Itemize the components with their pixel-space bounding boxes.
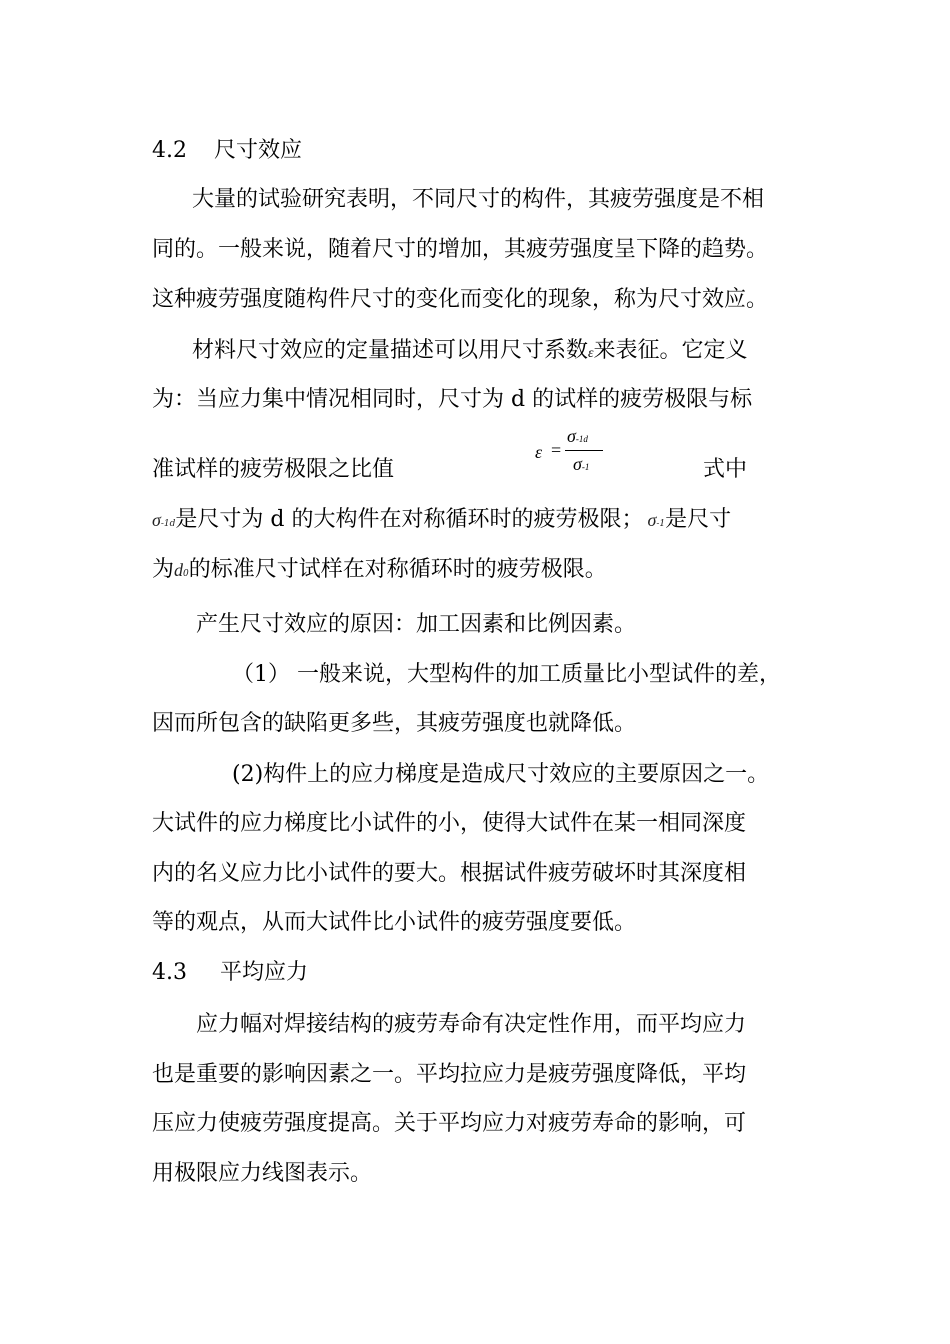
sigma-symbol [648,506,666,538]
sigma-glyph: σ [647,510,657,530]
section-number: 4.3 [152,960,187,985]
text-segment: 材料尺寸效应的定量描述可以用尺寸系数 [192,338,589,363]
formula-epsilon: ε [535,442,543,462]
paragraph-line: 这种疲劳强度随构件尺寸的变化而变化的现象，称为尺寸效应。 [152,287,769,312]
formula-sigma: σ [573,454,582,474]
paragraph-line [152,506,731,538]
section-title: 平均应力 [220,960,309,985]
paragraph-line: 同的。一般来说，随着尺寸的增加，其疲劳强度呈下降的趋势。 [152,237,769,262]
list-item-line: 大试件的应力梯度比小试件的小，使得大试件在某一相同深度 [152,811,747,836]
formula-sub: -1d [575,434,588,444]
section-number: 4.2 [152,138,187,163]
size-coefficient-formula [535,426,615,476]
paragraph-line [192,337,748,368]
formula-sigma: σ [567,426,576,446]
paragraph-line: 式中 [703,457,748,482]
paragraph-line: 为：当应力集中情况相同时，尺寸为 d 的试样的疲劳极限与标 [152,387,753,412]
list-item-line: （1） 一般来说，大型构件的加工质量比小型试件的差， [232,662,781,687]
text-segment: 是尺寸为 d 的大构件在对称循环时的疲劳极限； [175,507,644,532]
paragraph-line: 应力幅对焊接结构的疲劳寿命有决定性作用，而平均应力 [196,1012,747,1037]
paragraph-line: 压应力使疲劳强度提高。关于平均应力对疲劳寿命的影响，可 [152,1111,747,1136]
text-segment: 来表征。它定义 [593,338,748,363]
formula-sub: -1 [581,462,590,472]
text-segment: 是尺寸 [665,507,732,532]
paragraph-line: 也是重要的影响因素之一。平均拉应力是疲劳强度降低，平均 [152,1062,747,1087]
sigma-glyph: σ [152,510,161,530]
d-glyph: d [174,560,184,580]
subscript: 0 [183,569,189,579]
list-item-line: 内的名义应力比小试件的要大。根据试件疲劳破坏时其深度相 [152,861,747,886]
paragraph-line: 用极限应力线图表示。 [152,1161,373,1186]
d0-symbol [174,556,189,588]
list-item-line: 等的观点，从而大试件比小试件的疲劳强度要低。 [152,910,637,935]
list-item-line: 因而所包含的缺陷更多些，其疲劳强度也就降低。 [152,711,637,736]
subscript: -1 [656,519,666,529]
section-heading-4-2 [152,137,302,165]
section-heading-4-3 [152,959,308,987]
paragraph-line: 准试样的疲劳极限之比值 [152,457,395,482]
subscript: -1d [160,519,176,529]
list-item-line: (2)构件上的应力梯度是造成尺寸效应的主要原因之一。 [232,762,770,787]
text-segment: 的标准尺寸试样在对称循环时的疲劳极限。 [188,557,607,582]
paragraph-line [152,556,607,588]
fraction-bar [565,450,603,451]
sigma-symbol [152,506,175,538]
paragraph-line: 大量的试验研究表明，不同尺寸的构件，其疲劳强度是不相 [192,187,765,212]
section-title: 尺寸效应 [214,138,303,163]
epsilon-symbol: ε [588,346,594,361]
text-segment: 为 [152,557,175,582]
formula-equals: = [551,440,562,460]
formula-denominator [573,454,589,475]
paragraph-line: 产生尺寸效应的原因：加工因素和比例因素。 [196,612,637,637]
formula-numerator [567,426,588,447]
